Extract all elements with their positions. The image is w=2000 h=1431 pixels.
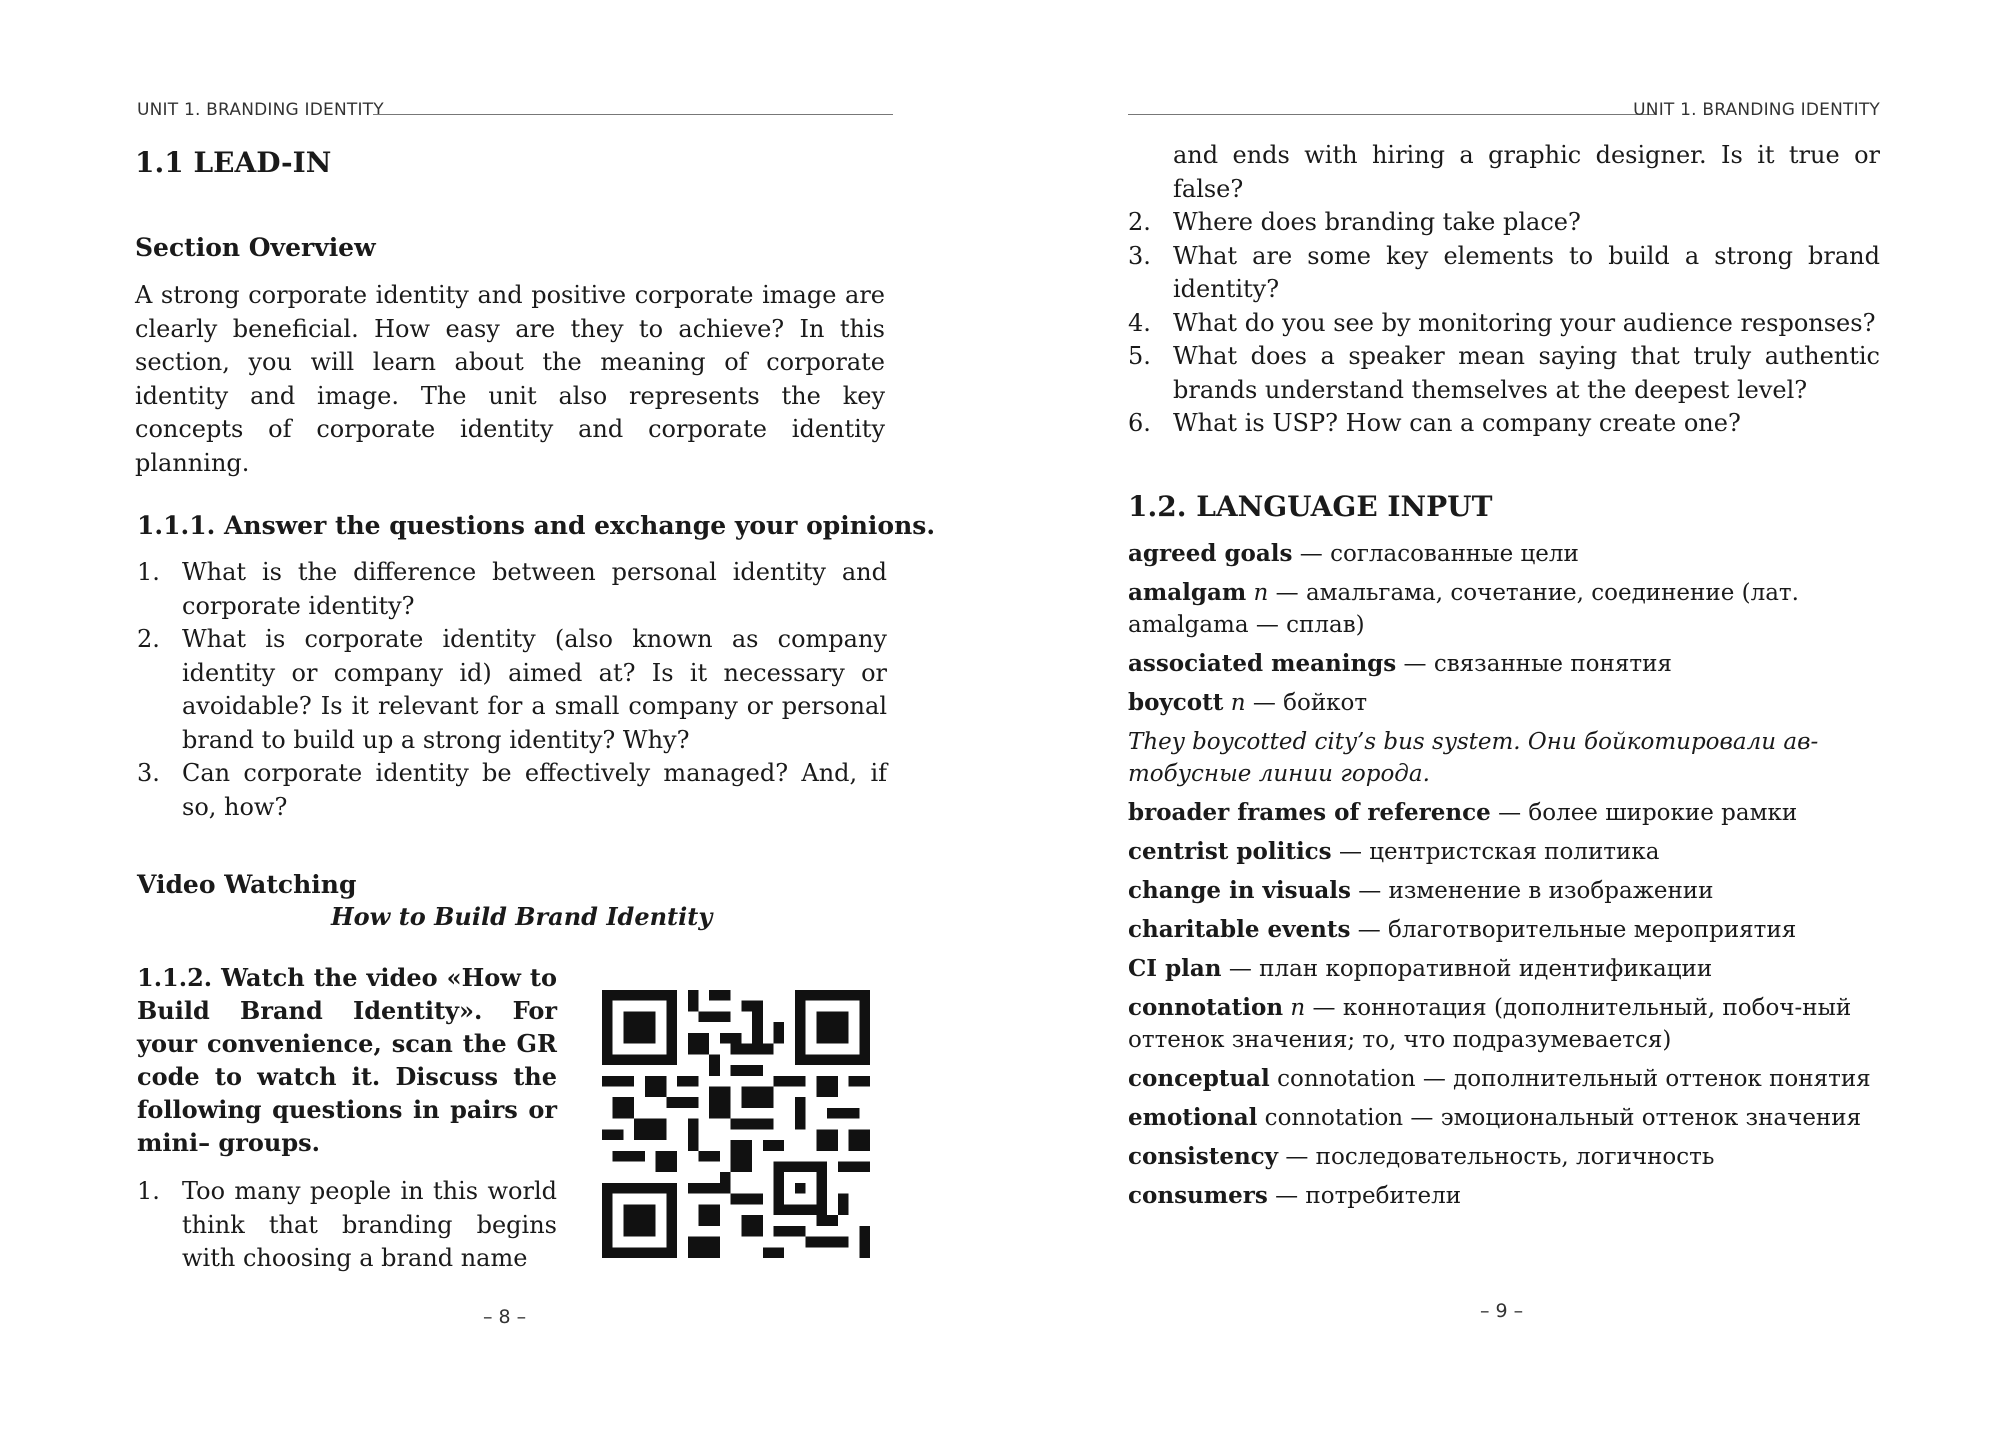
glossary-entry — [1128, 648, 1880, 680]
list-item — [1128, 407, 1880, 441]
glossary-term: connotation — [1128, 994, 1284, 1021]
running-head-text: UNIT 1. BRANDING IDENTITY — [137, 100, 384, 120]
glossary-grammar: n — [1223, 690, 1246, 716]
list-item — [1128, 307, 1880, 341]
glossary-definition: — амальгама, сочетание, соединение (лат. amalgama — сплав) — [1128, 580, 1799, 638]
question-number: 6. — [1128, 409, 1151, 437]
glossary-list — [1128, 538, 1880, 1219]
glossary-term: centrist politics — [1128, 838, 1332, 865]
glossary-term: emotional — [1128, 1104, 1258, 1131]
glossary-definition: — коннотация (дополнительный, побоч-ный оттенок значения; то, что подразумевается) — [1128, 995, 1852, 1053]
question-text: What does a speaker mean saying that truly authentic brands understand themselves at the deepest level? — [1173, 342, 1880, 404]
glossary-entry — [1128, 538, 1880, 570]
glossary-definition: — благотворительные мероприятия — [1350, 917, 1797, 943]
question-number: 3. — [1128, 241, 1151, 270]
running-head-rule — [1128, 114, 1654, 115]
running-head — [135, 96, 887, 126]
list-item — [137, 757, 887, 824]
question-number: 5. — [1128, 342, 1151, 370]
glossary-entry — [1128, 836, 1880, 868]
glossary-definition: — бойкот — [1245, 690, 1368, 716]
glossary-term: conceptual — [1128, 1065, 1270, 1092]
glossary-entry — [1128, 1141, 1880, 1173]
glossary-example — [1128, 726, 1880, 790]
right-page — [1128, 0, 1880, 1431]
glossary-grammar: n — [1283, 995, 1306, 1021]
page-number: – 9 – — [1480, 1300, 1524, 1322]
section-overview-heading: Section Overview — [135, 233, 376, 262]
task-1-1-1-heading: 1.1.1. Answer the questions and exchange your opinions. — [137, 511, 936, 540]
glossary-term: change in visuals — [1128, 877, 1351, 904]
glossary-entry — [1128, 953, 1880, 985]
language-input-heading: 1.2. LANGUAGE INPUT — [1128, 490, 1493, 523]
question-text: What is corporate identity (also known as company identity or company id) aimed at? Is it necessary or avoidable? Is it relevant for a small company or personal brand to build up a strong identity? Why? — [182, 625, 887, 754]
glossary-definition: — план корпоративной идентификации — [1221, 956, 1713, 982]
task-1-1-1-questions — [137, 556, 887, 824]
video-title: How to Build Brand Identity — [331, 902, 713, 931]
running-head — [1128, 96, 1880, 126]
question-text: Too many people in this world think that branding begins with choosing a brand name — [182, 1177, 557, 1272]
glossary-definition: — связанные понятия — [1396, 651, 1672, 677]
question-text: What are some key elements to build a strong brand identity? — [1173, 241, 1880, 303]
glossary-definition: connotation — эмоциональный оттенок значения — [1257, 1105, 1862, 1131]
glossary-definition: — более широкие рамки — [1490, 800, 1798, 826]
list-item — [137, 1175, 557, 1276]
glossary-term: consumers — [1128, 1182, 1268, 1209]
glossary-entry — [1128, 577, 1880, 641]
question-text: Where does branding take place? — [1173, 208, 1581, 236]
question-text: What is the difference between personal identity and corporate identity? — [182, 558, 887, 620]
task-1-1-2-questions — [137, 1175, 557, 1276]
section-overview-text: A strong corporate identity and positive corporate image are clearly beneficial. How easy are they to achieve? In this section, you will learn about the meaning of corporate identity and image. The unit also represents the key concepts of corporate identity and corporate identity planning. — [135, 281, 885, 477]
question-number: 4. — [1128, 308, 1151, 337]
qr-code[interactable] — [602, 990, 870, 1258]
glossary-example-text: They boycotted city’s bus system. Они бойкотировали ав-тобусные линии города. — [1128, 729, 1819, 787]
page-number: – 8 – — [483, 1306, 527, 1328]
glossary-term: associated meanings — [1128, 650, 1397, 677]
list-item — [137, 556, 887, 623]
glossary-entry — [1128, 875, 1880, 907]
question-number: 1. — [137, 1177, 160, 1205]
glossary-term: agreed goals — [1128, 540, 1293, 567]
glossary-term: broader frames of reference — [1128, 799, 1491, 826]
glossary-entry — [1128, 687, 1880, 719]
task-1-1-2-text: 1.1.2. Watch the video «How to Build Brand Identity». For your convenience, scan the GR code to watch it. Discuss the following questions in pairs or mini– groups. — [137, 963, 557, 1157]
glossary-entry — [1128, 797, 1880, 829]
question-text: Can corporate identity be effectively managed? And, if so, how? — [182, 759, 887, 821]
question-number: 3. — [137, 759, 160, 787]
question-number: 2. — [1128, 208, 1151, 236]
question-text: What is USP? How can a company create one? — [1173, 409, 1741, 437]
glossary-term: consistency — [1128, 1143, 1279, 1170]
running-head-rule — [373, 114, 893, 115]
list-item — [137, 623, 887, 757]
glossary-definition: — потребители — [1267, 1183, 1462, 1209]
question-number: 1. — [137, 558, 160, 586]
glossary-term: amalgam — [1128, 579, 1247, 606]
glossary-definition: connotation — дополнительный оттенок понятия — [1269, 1066, 1871, 1092]
glossary-entry — [1128, 914, 1880, 946]
glossary-term: CI plan — [1128, 955, 1222, 982]
glossary-entry — [1128, 1180, 1880, 1212]
glossary-term: charitable events — [1128, 916, 1351, 943]
glossary-grammar: n — [1246, 580, 1269, 606]
glossary-entry — [1128, 1102, 1880, 1134]
glossary-entry — [1128, 1063, 1880, 1095]
glossary-definition: — центристская политика — [1331, 839, 1660, 865]
question-number: 2. — [137, 625, 160, 653]
running-head-text: UNIT 1. BRANDING IDENTITY — [1633, 100, 1880, 120]
list-item — [1128, 206, 1880, 240]
list-item — [1128, 240, 1880, 307]
continued-question-text: and ends with hiring a graphic designer. Is it true or false? — [1173, 141, 1880, 203]
glossary-definition: — согласованные цели — [1292, 541, 1579, 567]
glossary-definition: — изменение в изображении — [1350, 878, 1714, 904]
video-watching-heading: Video Watching — [137, 870, 357, 899]
glossary-term: boycott — [1128, 689, 1224, 716]
glossary-entry — [1128, 992, 1880, 1056]
list-item — [1128, 340, 1880, 407]
left-page — [135, 0, 936, 1431]
question-text: What do you see by monitoring your audience responses? — [1173, 308, 1876, 337]
glossary-definition: — последовательность, логичность — [1278, 1144, 1715, 1170]
section-title: 1.1 LEAD-IN — [135, 146, 332, 179]
task-1-1-2-questions-cont — [1128, 206, 1880, 441]
